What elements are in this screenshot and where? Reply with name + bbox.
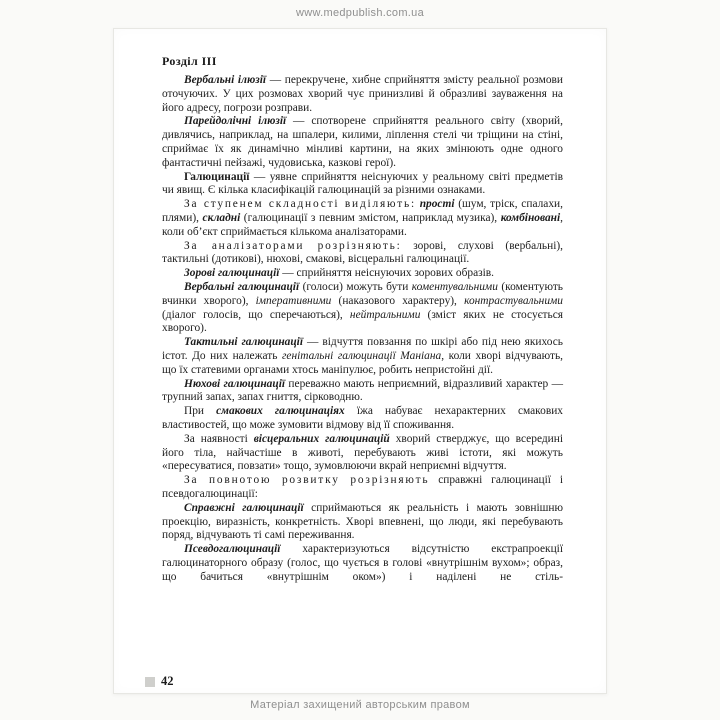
text-run: (наказового характеру), — [331, 294, 465, 307]
text-run: характеризуються відсутністю екстрапроекції галюцинаторного образу (голос, що чується в голові «внутрішнім вухом»; образ, що бачиться «внутрішнім оком») і наділені не стіль- — [162, 543, 563, 583]
text-run: (голоси) можуть бути — [299, 280, 412, 293]
text-run: контрастувальними — [464, 294, 563, 307]
text-run: Вербальні галюцинації — [184, 280, 300, 293]
text-run: їжа набуває нехарактерних смакових властивостей, що може зумовити відмову від її споживання. — [162, 405, 564, 431]
paragraph — [162, 378, 563, 406]
text-run: вісцеральних галюцинацій — [253, 432, 390, 445]
paragraph — [162, 474, 563, 502]
text-run: , коли об’єкт сприймається кількома аналізаторами. — [162, 211, 564, 238]
text-run: (галюцинації з певним змістом, наприклад музика), — [240, 211, 501, 224]
paragraph — [162, 74, 563, 115]
text-run: нейтральними — [349, 308, 421, 321]
text-run: — перекручене, хибне сприйняття змісту реальної розмови оточуючих. У цих розмовах хворий чує принизливі й образливі зауваження на його адресу, погрози розправи. — [162, 74, 564, 114]
text-run: хворий стверджує, що всередині його тіла, найчастіше в животі, перебувають живі істоти, які можуть «пересуватися, повзати» тощо, зумовлюючи вкрай неприємні відчуття. — [162, 432, 563, 473]
text-run: імперативними — [255, 294, 332, 307]
text-run: справжні галюцинації і псевдогалюцинації: — [162, 474, 563, 500]
text-run: Зорові галюцинації — [184, 267, 280, 280]
book-page — [113, 28, 607, 694]
text-run: Нюхові галюцинації — [184, 377, 286, 390]
page-body — [162, 74, 563, 584]
paragraph — [162, 171, 563, 199]
paragraph — [162, 240, 563, 268]
publisher-url: www.medpublish.com.ua — [296, 7, 424, 19]
text-run: — сприйняття неіснуючих зорових образів. — [279, 267, 495, 280]
text-run: — спотворене сприйняття реального світу (хворий, дивлячись, наприклад, на шпалери, килими, ліплення стелі чи тріщини на стіні, сприймає їх як динамічно мінливі картини, на яких змінюють одне одного фантастичні пейзажі, чудовиська, казкові герої). — [162, 115, 563, 169]
text-run: Справжні галюцинації — [184, 501, 304, 514]
text-run: Парейдолічні ілюзії — [184, 115, 287, 128]
text-run: прості — [419, 198, 455, 211]
text-run: (зміст яких не стосується хворого). — [162, 308, 563, 335]
text-run: При — [184, 405, 217, 418]
text-run: переважно мають неприємний, відразливий характер — трупний запах, запах гниття, сірководню. — [162, 377, 564, 404]
text-run: комбіновані — [500, 211, 561, 224]
text-run: сприймаються як реальність і мають зовнішню проекцію, виразність, конкретність. Хворі впевнені, що люди, які перебувають поряд, відчувають ті самі переживання. — [162, 501, 563, 542]
text-run: За ступенем складності виділяють: — [184, 198, 416, 211]
text-run: За повнотою розвитку розрізняють — [184, 474, 430, 487]
paragraph — [162, 115, 563, 170]
text-run: Галюцинації — [184, 170, 250, 183]
text-run: (шум, тріск, спалахи, плями), — [162, 198, 563, 224]
text-run: генітальні галюцинації Маніана — [281, 349, 442, 362]
text-run: — уявне сприйняття неіснуючих у реальному світі предметів чи явищ. Є кілька класифікацій галюцинацій за різними ознаками. — [162, 170, 563, 197]
text-run: — відчуття повзання по шкірі або під нею якихось істот. До них належать — [162, 336, 563, 362]
page-number: 42 — [161, 674, 174, 688]
page-number-marker — [145, 677, 155, 687]
paragraph — [162, 502, 563, 543]
chapter-header: Розділ III — [162, 54, 217, 68]
text-run: Тактильні галюцинації — [184, 336, 303, 349]
paragraph — [162, 433, 563, 474]
text-run: За наявності — [184, 432, 254, 445]
text-run: (коментують вчинки хворого), — [162, 280, 563, 307]
paragraph — [162, 267, 563, 281]
text-run: (діалог голосів, що сперечаються), — [162, 308, 350, 321]
text-run: Вербальні ілюзії — [184, 74, 267, 86]
text-run: коментувальними — [411, 280, 498, 293]
page-number-row — [145, 674, 174, 689]
text-run: зорові, слухові (вербальні), тактильні (дотикові), нюхові, смакові, вісцеральні галюцинації. — [162, 239, 563, 266]
paragraph — [162, 405, 563, 433]
text-run: Псевдогалюцинації — [184, 543, 281, 556]
text-run: , коли хворі відчувають, що їх статевими органами хтось маніпулює, робить непристойні дії. — [162, 349, 563, 376]
paragraph — [162, 198, 563, 239]
text-run: складні — [202, 211, 241, 224]
paragraph — [162, 543, 563, 584]
text-run: смакових галюцинаціях — [216, 405, 345, 418]
paragraph — [162, 336, 563, 377]
paragraph — [162, 281, 563, 336]
text-run: За аналізаторами розрізняють: — [184, 239, 402, 252]
copyright-notice: Матеріал захищений авторським правом — [250, 699, 470, 711]
